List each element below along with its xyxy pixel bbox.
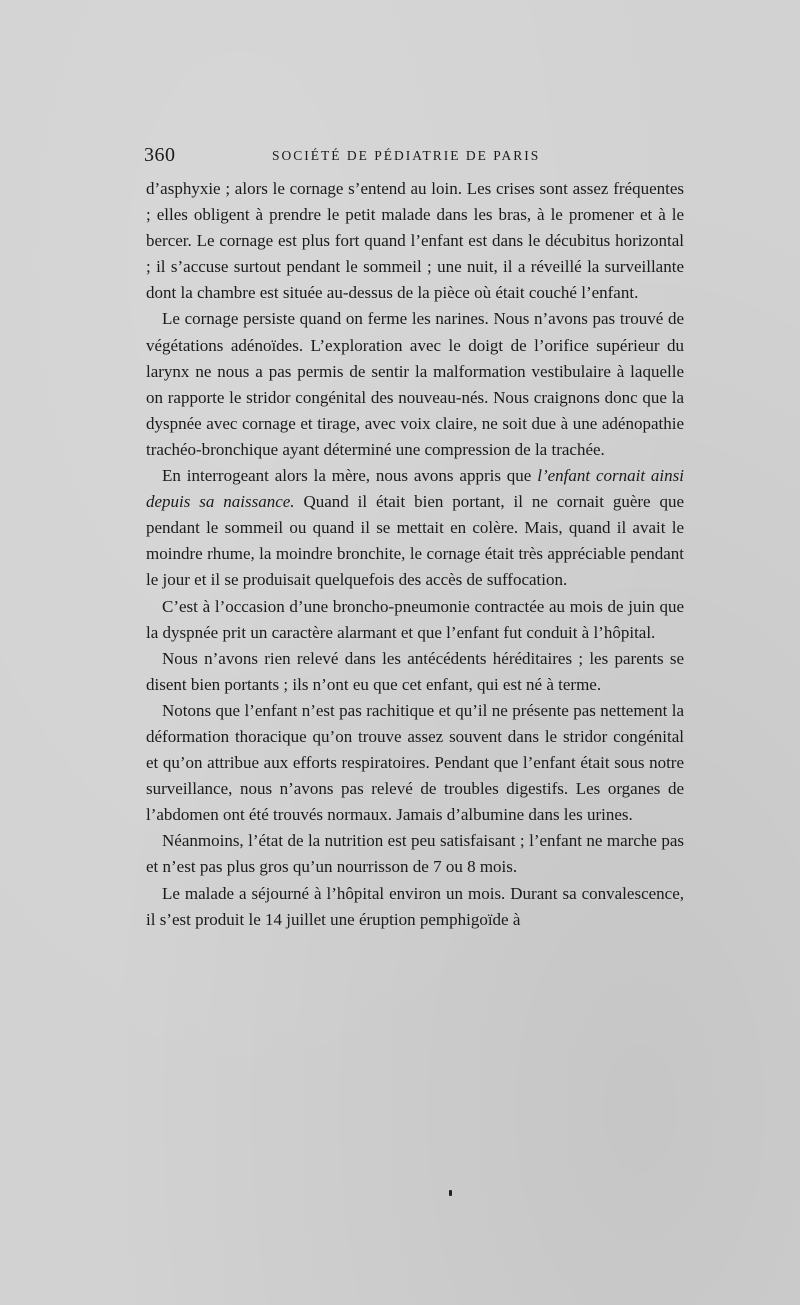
- paragraph-3-end: Quand il était bien portant, il ne cornait guère que pendant le sommeil ou quand il se mettait en colère. Mais, quand il avait le moindre rhume, la moindre bronchite, le cornage était très appréciable pendant le jour et il se produisait quelquefois des accès de suffocation.: [146, 492, 685, 590]
- paragraph-7: Néanmoins, l’état de la nutrition est peu satisfaisant ; l’enfant ne marche pas et n’est pas plus gros qu’un nourrisson de 7 ou 8 mois.: [146, 831, 684, 877]
- paragraph-2: Le cornage persiste quand on ferme les narines. Nous n’avons pas trouvé de végétations adénoïdes. L’exploration avec le doigt de l’orifice supérieur du larynx ne nous a pas permis de sentir la malformation vestibulaire à laquelle on rapporte le stridor congénital des nouveau-nés. Nous craignons donc que la dyspnée avec cornage et tirage, avec voix claire, ne soit due à une adénopathie trachéo-bronchique ayant déterminé une compression de la trachée.: [146, 309, 684, 459]
- paragraph-4: C’est à l’occasion d’une broncho-pneumonie contractée au mois de juin que la dyspnée prit un caractère alarmant et que l’enfant fut conduit à l’hôpital.: [146, 596, 684, 642]
- page-header: [144, 144, 690, 168]
- paragraph-6: Notons que l’enfant n’est pas rachitique et qu’il ne présente pas nettement la déformation thoracique qu’on trouve assez souvent dans le stridor congénital et qu’on attribue aux efforts respiratoires. Pendant que l’enfant était sous notre surveillance, nous n’avons pas relevé de troubles digestifs. Les organes de l’abdomen ont été trouvés normaux. Jamais d’albumine dans les urines.: [146, 700, 684, 825]
- page-number: 360: [144, 144, 176, 166]
- body-text: [146, 176, 684, 933]
- paragraph-5: Nous n’avons rien relevé dans les antécédents héréditaires ; les parents se disent bien portants ; ils n’ont eu que cet enfant, qui est né à terme.: [146, 648, 684, 694]
- paragraph-3-italic: l’enfant cornait ainsi depuis sa naissance.: [146, 466, 684, 512]
- paragraph-3: [146, 463, 684, 593]
- running-title: SOCIÉTÉ DE PÉDIATRIE DE PARIS: [272, 148, 541, 163]
- paragraph-1: d’asphyxie ; alors le cornage s’entend au loin. Les crises sont assez fréquentes ; elles obligent à prendre le petit malade dans les bras, à le promener et à le bercer. Le cornage est plus fort quand l’enfant est dans le décubitus horizontal ; il s’accuse surtout pendant le sommeil ; une nuit, il a réveillé la surveillante dont la chambre est située au-dessus de la pièce où était couché l’enfant.: [146, 179, 684, 303]
- paragraph-3-start: En interrogeant alors la mère, nous avons appris que: [162, 466, 538, 486]
- print-speck: [449, 1190, 452, 1196]
- paragraph-8: Le malade a séjourné à l’hôpital environ un mois. Durant sa convalescence, il s’est produit le 14 juillet une éruption pemphigoïde à: [146, 883, 684, 929]
